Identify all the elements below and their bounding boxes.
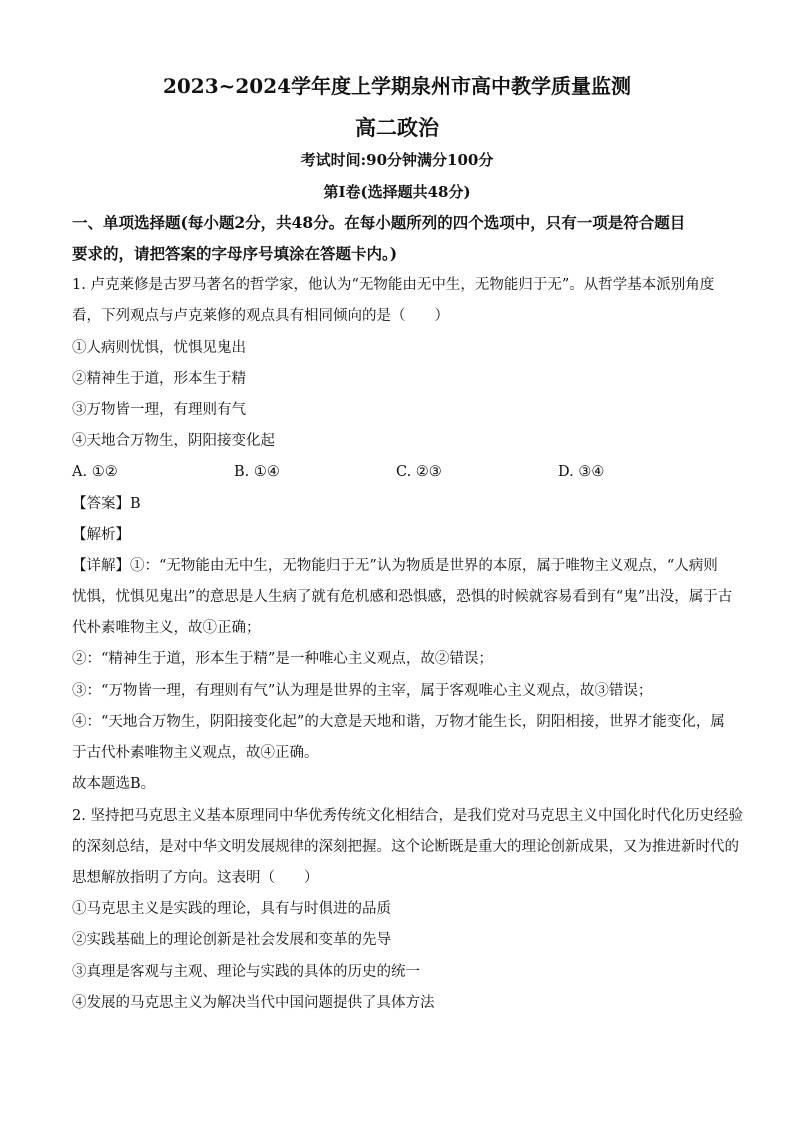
q1-conclusion: 故本题选B。 <box>72 776 156 792</box>
q1-item-2: ②精神生于道，形本生于精 <box>72 371 246 387</box>
section-title: 第Ⅰ卷(选择题共48分) <box>323 183 471 201</box>
q2-stem-line-3: 思想解放指明了方向。这表明（ ） <box>72 870 319 886</box>
exam-title: 2023~2024学年度上学期泉州市高中教学质量监测 <box>162 74 632 98</box>
q2-item-3: ③真理是客观与主观、理论与实践的具体的历史的统一 <box>72 964 420 980</box>
q1-detail-line-4: ②：“精神生于道，形本生于精”是一种唯心主义观点，故②错误； <box>72 651 493 667</box>
q2-stem-line-2: 的深刻总结，是对中华文明发展规律的深刻把握。这个论断既是重大的理论创新成果，又为推进新时代的 <box>72 839 739 855</box>
subject-title: 高二政治 <box>355 115 439 140</box>
q1-option-a: A. ①② <box>72 464 118 480</box>
q2-item-2: ②实践基础上的理论创新是社会发展和变革的先导 <box>72 932 391 948</box>
q2-stem-line-1: 2. 坚持把马克思主义基本原理同中华优秀传统文化相结合，是我们党对马克思主义中国化时代化历史经验 <box>72 808 743 824</box>
q1-option-d: D. ③④ <box>558 464 605 480</box>
q1-detail-line-3: 代朴素唯物主义，故①正确； <box>72 620 261 636</box>
q1-detail-line-6: ④：“天地合万物生，阴阳接变化起”的大意是天地和谐，万物才能生长，阴阳相接，世界才能变化，属 <box>72 714 725 730</box>
instruction-line-1: 一、单项选择题(每小题2分，共48分。在每小题所列的四个选项中，只有一项是符合题目 <box>72 213 686 232</box>
exam-info: 考试时间:90分钟满分100分 <box>300 151 494 169</box>
q1-detail-line-1: 【详解】①：“无物能由无中生，无物能归于无”认为物质是世界的本原，属于唯物主义观点，“人病则 <box>72 558 718 574</box>
q1-detail-line-5: ③：“万物皆一理，有理则有气”认为理是世界的主宰，属于客观唯心主义观点，故③错误； <box>72 683 653 699</box>
q1-detail-line-2: 忧惧，忧惧见鬼出”的意思是人生病了就有危机感和恐惧感，恐惧的时候就容易看到有“鬼”出没，属于古 <box>72 589 733 605</box>
q2-item-4: ④发展的马克思主义为解决当代中国问题提供了具体方法 <box>72 995 435 1011</box>
q1-option-c: C. ②③ <box>396 464 442 480</box>
q2-item-1: ①马克思主义是实践的理论，具有与时俱进的品质 <box>72 901 391 917</box>
q1-answer: 【答案】B <box>72 496 141 512</box>
instruction-line-2: 要求的，请把答案的字母序号填涂在答题卡内。) <box>72 244 398 263</box>
q1-stem-line-2: 看，下列观点与卢克莱修的观点具有相同倾向的是（ ） <box>72 308 449 324</box>
q1-item-4: ④天地合万物生，阴阳接变化起 <box>72 433 275 449</box>
q1-stem-line-1: 1. 卢克莱修是古罗马著名的哲学家，他认为“无物能由无中生，无物能归于无”。从哲学基本派别角度 <box>72 277 715 293</box>
q1-analysis-label: 【解析】 <box>72 527 130 543</box>
q1-item-1: ①人病则忧惧，忧惧见鬼出 <box>72 340 246 356</box>
q1-detail-line-7: 于古代朴素唯物主义观点，故④正确。 <box>72 745 319 761</box>
q1-item-3: ③万物皆一理，有理则有气 <box>72 402 246 418</box>
q1-option-b: B. ①④ <box>234 464 280 480</box>
